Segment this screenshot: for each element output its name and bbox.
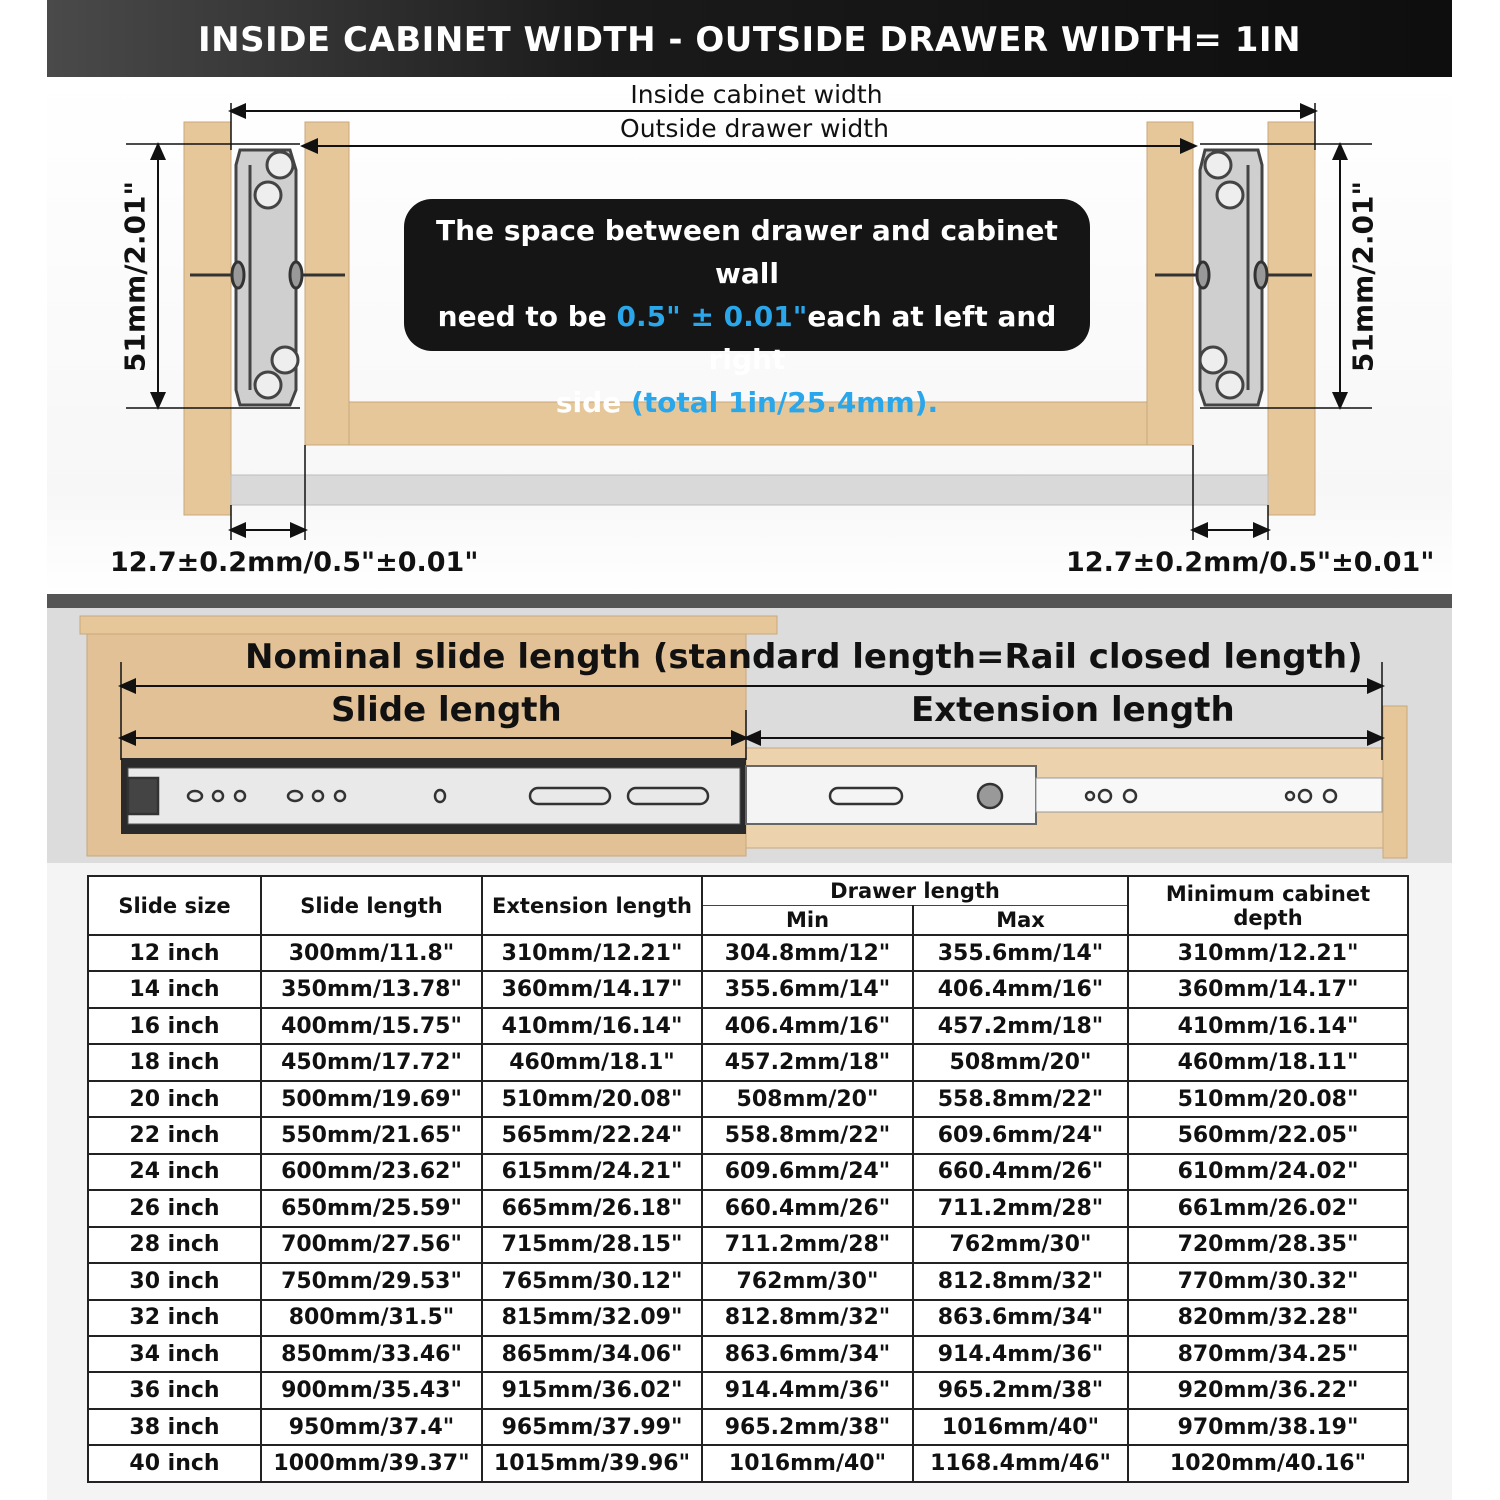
- table-row: [88, 971, 1408, 1007]
- table-cell: 24 inch: [88, 1154, 261, 1190]
- table-cell: 812.8mm/32": [913, 1263, 1128, 1299]
- table-cell: 815mm/32.09": [482, 1300, 702, 1336]
- table-cell: 661mm/26.02": [1128, 1190, 1408, 1226]
- table-cell: 304.8mm/12": [702, 935, 913, 971]
- table-cell: 660.4mm/26": [913, 1154, 1128, 1190]
- table-cell: 863.6mm/34": [913, 1300, 1128, 1336]
- table-cell: 1015mm/39.96": [482, 1445, 702, 1482]
- table-cell: 650mm/25.59": [261, 1190, 482, 1226]
- table-cell: 914.4mm/36": [702, 1372, 913, 1408]
- callout-line-1: The space between drawer and cabinet wall: [436, 214, 1058, 290]
- table-cell: 762mm/30": [702, 1263, 913, 1299]
- table-cell: 558.8mm/22": [702, 1117, 913, 1153]
- clearance-callout: [404, 199, 1090, 419]
- table-row: [88, 935, 1408, 971]
- table-cell: 700mm/27.56": [261, 1227, 482, 1263]
- header-min-cabinet-depth: Minimum cabinet depth: [1128, 876, 1408, 935]
- header-min: Min: [702, 906, 913, 936]
- table-cell: 40 inch: [88, 1445, 261, 1482]
- callout-line-2: need to be 0.5" ± 0.01"each at left and right: [437, 300, 1057, 376]
- table-row: [88, 1044, 1408, 1080]
- cabinet-top-board: [80, 616, 777, 634]
- table-cell: 914.4mm/36": [913, 1336, 1128, 1372]
- table-cell: 457.2mm/18": [702, 1044, 913, 1080]
- callout-tolerance: 0.5" ± 0.01": [616, 300, 808, 333]
- table-cell: 765mm/30.12": [482, 1263, 702, 1299]
- table-cell: 1000mm/39.37": [261, 1445, 482, 1482]
- table-cell: 820mm/32.28": [1128, 1300, 1408, 1336]
- table-row: [88, 1263, 1408, 1299]
- table-row: [88, 1117, 1408, 1153]
- table-cell: 38 inch: [88, 1409, 261, 1445]
- table-cell: 1016mm/40": [913, 1409, 1128, 1445]
- header-slide-length: Slide length: [261, 876, 482, 935]
- table-cell: 660.4mm/26": [702, 1190, 913, 1226]
- table-cell: 711.2mm/28": [913, 1190, 1128, 1226]
- table-cell: 560mm/22.05": [1128, 1117, 1408, 1153]
- table-cell: 36 inch: [88, 1372, 261, 1408]
- gap-label-left: 12.7±0.2mm/0.5"±0.01": [110, 547, 479, 578]
- table-cell: 863.6mm/34": [702, 1336, 913, 1372]
- table-cell: 508mm/20": [702, 1081, 913, 1117]
- table-cell: 1168.4mm/46": [913, 1445, 1128, 1482]
- table-cell: 965mm/37.99": [482, 1409, 702, 1445]
- header-slide-size: Slide size: [88, 876, 261, 935]
- table-row: [88, 1154, 1408, 1190]
- table-cell: 14 inch: [88, 971, 261, 1007]
- table-cell: 400mm/15.75": [261, 1008, 482, 1044]
- table-cell: 34 inch: [88, 1336, 261, 1372]
- header-max: Max: [913, 906, 1128, 936]
- table-cell: 510mm/20.08": [1128, 1081, 1408, 1117]
- table-cell: 609.6mm/24": [702, 1154, 913, 1190]
- drawer-side-left: [305, 122, 349, 445]
- table-cell: 406.4mm/16": [913, 971, 1128, 1007]
- table-row: [88, 1081, 1408, 1117]
- table-cell: 30 inch: [88, 1263, 261, 1299]
- table-cell: 310mm/12.21": [482, 935, 702, 971]
- table-cell: 850mm/33.46": [261, 1336, 482, 1372]
- table-cell: 360mm/14.17": [482, 971, 702, 1007]
- slide-length-label: Slide length: [331, 690, 562, 730]
- table-cell: 615mm/24.21": [482, 1154, 702, 1190]
- cabinet-floor: [231, 475, 1268, 505]
- table-cell: 406.4mm/16": [702, 1008, 913, 1044]
- table-cell: 711.2mm/28": [702, 1227, 913, 1263]
- table-cell: 965.2mm/38": [702, 1409, 913, 1445]
- table-cell: 900mm/35.43": [261, 1372, 482, 1408]
- table-cell: 355.6mm/14": [702, 971, 913, 1007]
- table-cell: 22 inch: [88, 1117, 261, 1153]
- table-cell: 16 inch: [88, 1008, 261, 1044]
- table-cell: 550mm/21.65": [261, 1117, 482, 1153]
- table-cell: 508mm/20": [913, 1044, 1128, 1080]
- inside-cabinet-width-label: Inside cabinet width: [630, 80, 883, 109]
- table-row: [88, 1190, 1408, 1226]
- table-row: [88, 1227, 1408, 1263]
- table-cell: 665mm/26.18": [482, 1190, 702, 1226]
- table-cell: 510mm/20.08": [482, 1081, 702, 1117]
- table-cell: 460mm/18.1": [482, 1044, 702, 1080]
- table-cell: 410mm/16.14": [482, 1008, 702, 1044]
- table-cell: 457.2mm/18": [913, 1008, 1128, 1044]
- table-cell: 1016mm/40": [702, 1445, 913, 1482]
- table-cell: 750mm/29.53": [261, 1263, 482, 1299]
- table-cell: 610mm/24.02": [1128, 1154, 1408, 1190]
- drawer-side-right: [1147, 122, 1193, 445]
- table-cell: 20 inch: [88, 1081, 261, 1117]
- table-cell: 12 inch: [88, 935, 261, 971]
- table-cell: 18 inch: [88, 1044, 261, 1080]
- table-cell: 26 inch: [88, 1190, 261, 1226]
- cabinet-wall-left: [184, 122, 231, 515]
- table-cell: 950mm/37.4": [261, 1409, 482, 1445]
- table-cell: 565mm/22.24": [482, 1117, 702, 1153]
- gap-label-right: 12.7±0.2mm/0.5"±0.01": [1066, 547, 1435, 578]
- table-cell: 32 inch: [88, 1300, 261, 1336]
- table-row: [88, 1008, 1408, 1044]
- table-cell: 410mm/16.14": [1128, 1008, 1408, 1044]
- table-cell: 720mm/28.35": [1128, 1227, 1408, 1263]
- table-cell: 355.6mm/14": [913, 935, 1128, 971]
- height-label-left: 51mm/2.01": [118, 180, 152, 373]
- table-row: [88, 1445, 1408, 1482]
- cabinet-wall-right: [1268, 122, 1315, 515]
- table-cell: 600mm/23.62": [261, 1154, 482, 1190]
- table-cell: 500mm/19.69": [261, 1081, 482, 1117]
- nominal-length-label: Nominal slide length (standard length=Rail closed length): [245, 637, 1363, 677]
- table-cell: 762mm/30": [913, 1227, 1128, 1263]
- callout-total: (total 1in/25.4mm).: [630, 386, 939, 419]
- table-row: [88, 1336, 1408, 1372]
- outside-drawer-width-label: Outside drawer width: [620, 114, 889, 143]
- callout-line-3: side (total 1in/25.4mm).: [555, 386, 939, 419]
- table-cell: 870mm/34.25": [1128, 1336, 1408, 1372]
- table-cell: 800mm/31.5": [261, 1300, 482, 1336]
- extension-length-label: Extension length: [911, 690, 1235, 730]
- table-cell: 450mm/17.72": [261, 1044, 482, 1080]
- table-cell: 609.6mm/24": [913, 1117, 1128, 1153]
- table-cell: 865mm/34.06": [482, 1336, 702, 1372]
- height-label-right: 51mm/2.01": [1346, 180, 1380, 373]
- table-cell: 965.2mm/38": [913, 1372, 1128, 1408]
- table-row: [88, 1409, 1408, 1445]
- table-cell: 310mm/12.21": [1128, 935, 1408, 971]
- table-cell: 300mm/11.8": [261, 935, 482, 971]
- table-cell: 970mm/38.19": [1128, 1409, 1408, 1445]
- drawer-front: [1383, 706, 1407, 858]
- table-cell: 28 inch: [88, 1227, 261, 1263]
- table-cell: 460mm/18.11": [1128, 1044, 1408, 1080]
- table-cell: 350mm/13.78": [261, 971, 482, 1007]
- slide-spec-table: [87, 875, 1409, 1483]
- table-cell: 812.8mm/32": [702, 1300, 913, 1336]
- header-extension-length: Extension length: [482, 876, 702, 935]
- page-title: INSIDE CABINET WIDTH - OUTSIDE DRAWER WIDTH= 1IN: [47, 0, 1452, 77]
- table-cell: 715mm/28.15": [482, 1227, 702, 1263]
- table-row: [88, 1300, 1408, 1336]
- header-drawer-length: Drawer length: [702, 876, 1128, 906]
- table-cell: 915mm/36.02": [482, 1372, 702, 1408]
- table-cell: 360mm/14.17": [1128, 971, 1408, 1007]
- table-cell: 770mm/30.32": [1128, 1263, 1408, 1299]
- table-cell: 1020mm/40.16": [1128, 1445, 1408, 1482]
- table-row: [88, 1372, 1408, 1408]
- table-cell: 558.8mm/22": [913, 1081, 1128, 1117]
- table-cell: 920mm/36.22": [1128, 1372, 1408, 1408]
